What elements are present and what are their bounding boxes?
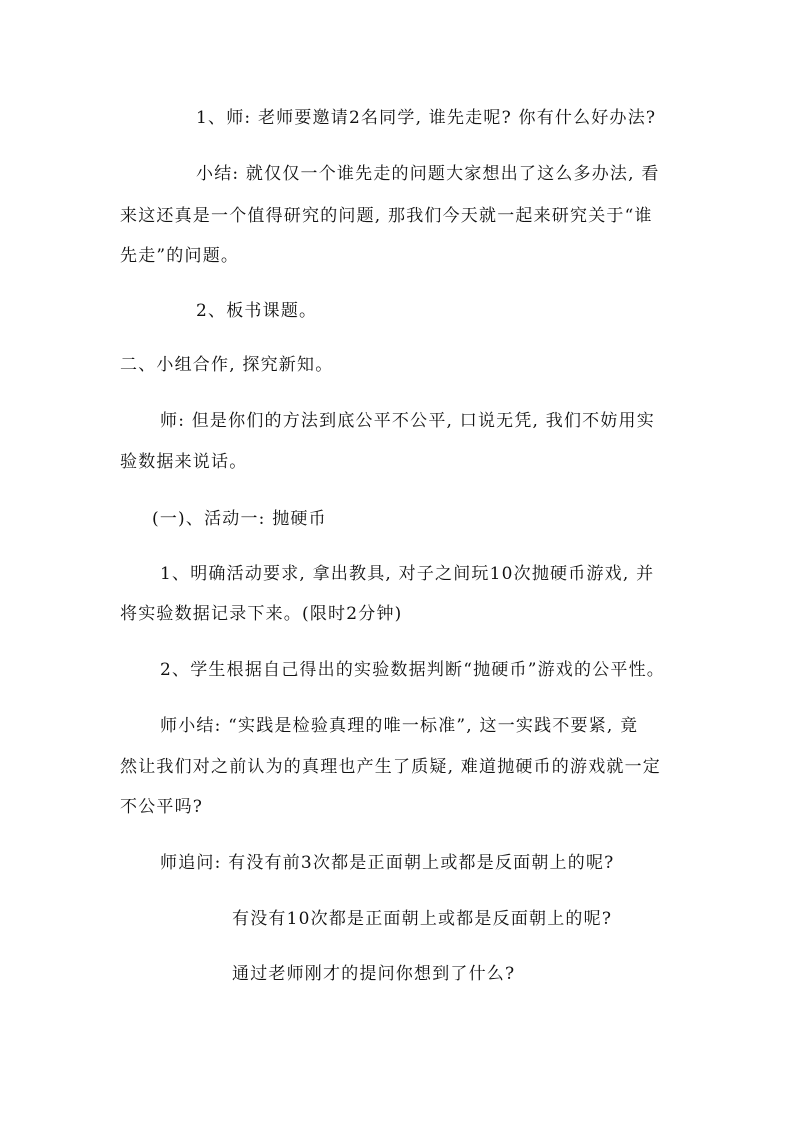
paragraph-7-line-1: 1、明确活动要求, 拿出教具, 对子之间玩10次抛硬币游戏, 并: [160, 564, 655, 584]
activity-heading-1: (一)、活动一: 抛硬币: [152, 509, 327, 529]
paragraph-9-line-1: 师小结: “实践是检验真理的唯一标准”, 这一实践不要紧, 竟: [160, 716, 639, 736]
section-heading-2: 二、小组合作, 探究新知。: [120, 355, 334, 375]
paragraph-5-line-1: 师: 但是你们的方法到底公平不公平, 口说无凭, 我们不妨用实: [160, 411, 655, 431]
paragraph-5-line-2: 验数据来说话。: [120, 452, 248, 472]
paragraph-12-line-1: 通过老师刚才的提问你想到了什么?: [232, 964, 516, 984]
paragraph-1-line-1: 1、师: 老师要邀请2名同学, 谁先走呢? 你有什么好办法?: [196, 108, 657, 128]
paragraph-2-line-1: 小结: 就仅仅一个谁先走的问题大家想出了这么多办法, 看: [196, 164, 660, 184]
paragraph-7-line-2: 将实验数据记录下来。(限时2分钟): [120, 604, 403, 624]
paragraph-9-line-3: 不公平吗?: [120, 797, 204, 817]
paragraph-9-line-2: 然让我们对之前认为的真理也产生了质疑, 难道抛硬币的游戏就一定: [120, 757, 662, 777]
paragraph-8-line-1: 2、学生根据自己得出的实验数据判断“抛硬币”游戏的公平性。: [160, 660, 665, 680]
paragraph-10-line-1: 师追问: 有没有前3次都是正面朝上或都是反面朝上的呢?: [160, 853, 615, 873]
paragraph-2-line-2: 来这还真是一个值得研究的问题, 那我们今天就一起来研究关于“谁: [120, 206, 653, 226]
paragraph-11-line-1: 有没有10次都是正面朝上或都是反面朝上的呢?: [232, 909, 613, 929]
paragraph-2-line-3: 先走”的问题。: [120, 246, 240, 266]
paragraph-3-line-1: 2、板书课题。: [196, 301, 318, 321]
